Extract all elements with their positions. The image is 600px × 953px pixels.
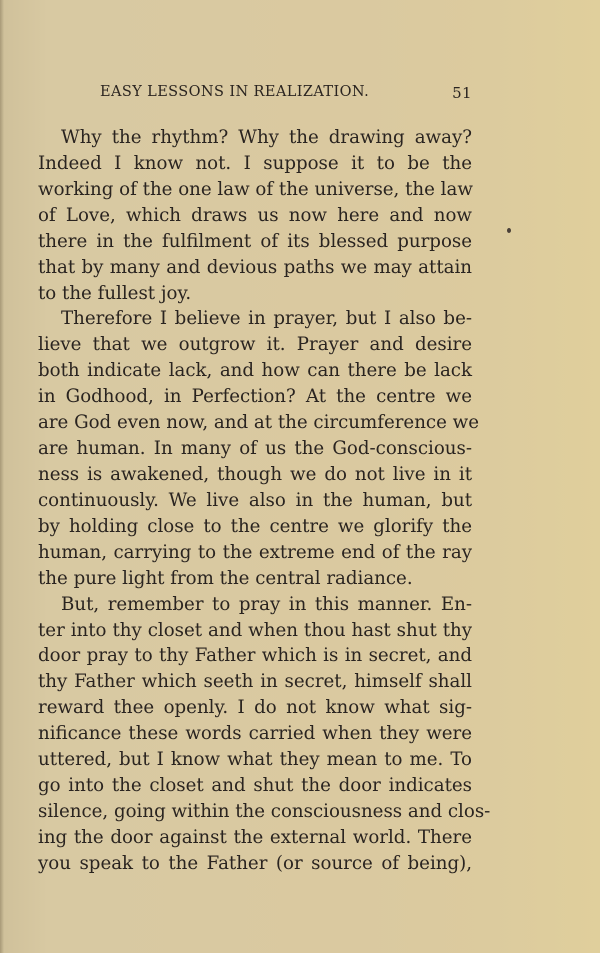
text-line: that by many and devious paths we may attain	[38, 256, 472, 278]
ink-spot	[507, 228, 511, 233]
text-line: But, remember to pray in this manner. En-	[61, 593, 472, 615]
text-line: Therefore I believe in prayer, but I also be-	[61, 308, 472, 330]
text-line: ing the door against the external world. There	[38, 826, 472, 848]
text-line: are human. In many of us the God-conscious-	[38, 438, 472, 460]
text-line: nificance these words carried when they were	[38, 723, 472, 745]
page-number: 51	[452, 84, 472, 102]
text-line: of Love, which draws us now here and now	[38, 204, 472, 226]
text-line: uttered, but I know what they mean to me. To	[38, 749, 472, 771]
text-line: both indicate lack, and how can there be lack	[38, 360, 472, 382]
text-line: are God even now, and at the circumference we	[38, 412, 479, 434]
text-line: Indeed I know not. I suppose it to be the	[38, 152, 472, 174]
text-line: Why the rhythm? Why the drawing away?	[61, 127, 472, 148]
page-body	[38, 125, 491, 877]
text-line: in Godhood, in Perfection? At the centre we	[38, 386, 472, 408]
text-line: continuously. We live also in the human, but	[38, 489, 472, 511]
paragraph	[38, 306, 479, 591]
paragraph	[38, 125, 472, 306]
text-line: ness is awakened, though we do not live in it	[38, 463, 472, 485]
text-line: working of the one law of the universe, the law	[38, 178, 473, 200]
text-line: human, carrying to the extreme end of the ray	[38, 541, 472, 563]
page-edge	[0, 0, 4, 953]
text-line: go into the closet and shut the door indicates	[38, 775, 472, 797]
text-line: door pray to thy Father which is in secret, and	[38, 645, 472, 667]
text-line: ter into thy closet and when thou hast shut thy	[38, 619, 472, 641]
text-line: to the fullest joy.	[38, 282, 192, 304]
text-line: the pure light from the central radiance.	[38, 567, 413, 589]
text-line: lieve that we outgrow it. Prayer and desire	[38, 334, 472, 356]
paragraph	[38, 592, 491, 877]
text-line: reward thee openly. I do not know what sig-	[38, 697, 472, 719]
text-line: you speak to the Father (or source of being),	[38, 852, 472, 874]
running-title: EASY LESSONS IN REALIZATION.	[100, 84, 370, 100]
text-line: by holding close to the centre we glorify the	[38, 515, 472, 537]
running-header	[100, 84, 472, 108]
text-line: thy Father which seeth in secret, himself shall	[38, 671, 472, 693]
text-line: there in the fulfilment of its blessed purpose	[38, 230, 472, 252]
text-line: silence, going within the consciousness and clos-	[38, 800, 491, 822]
